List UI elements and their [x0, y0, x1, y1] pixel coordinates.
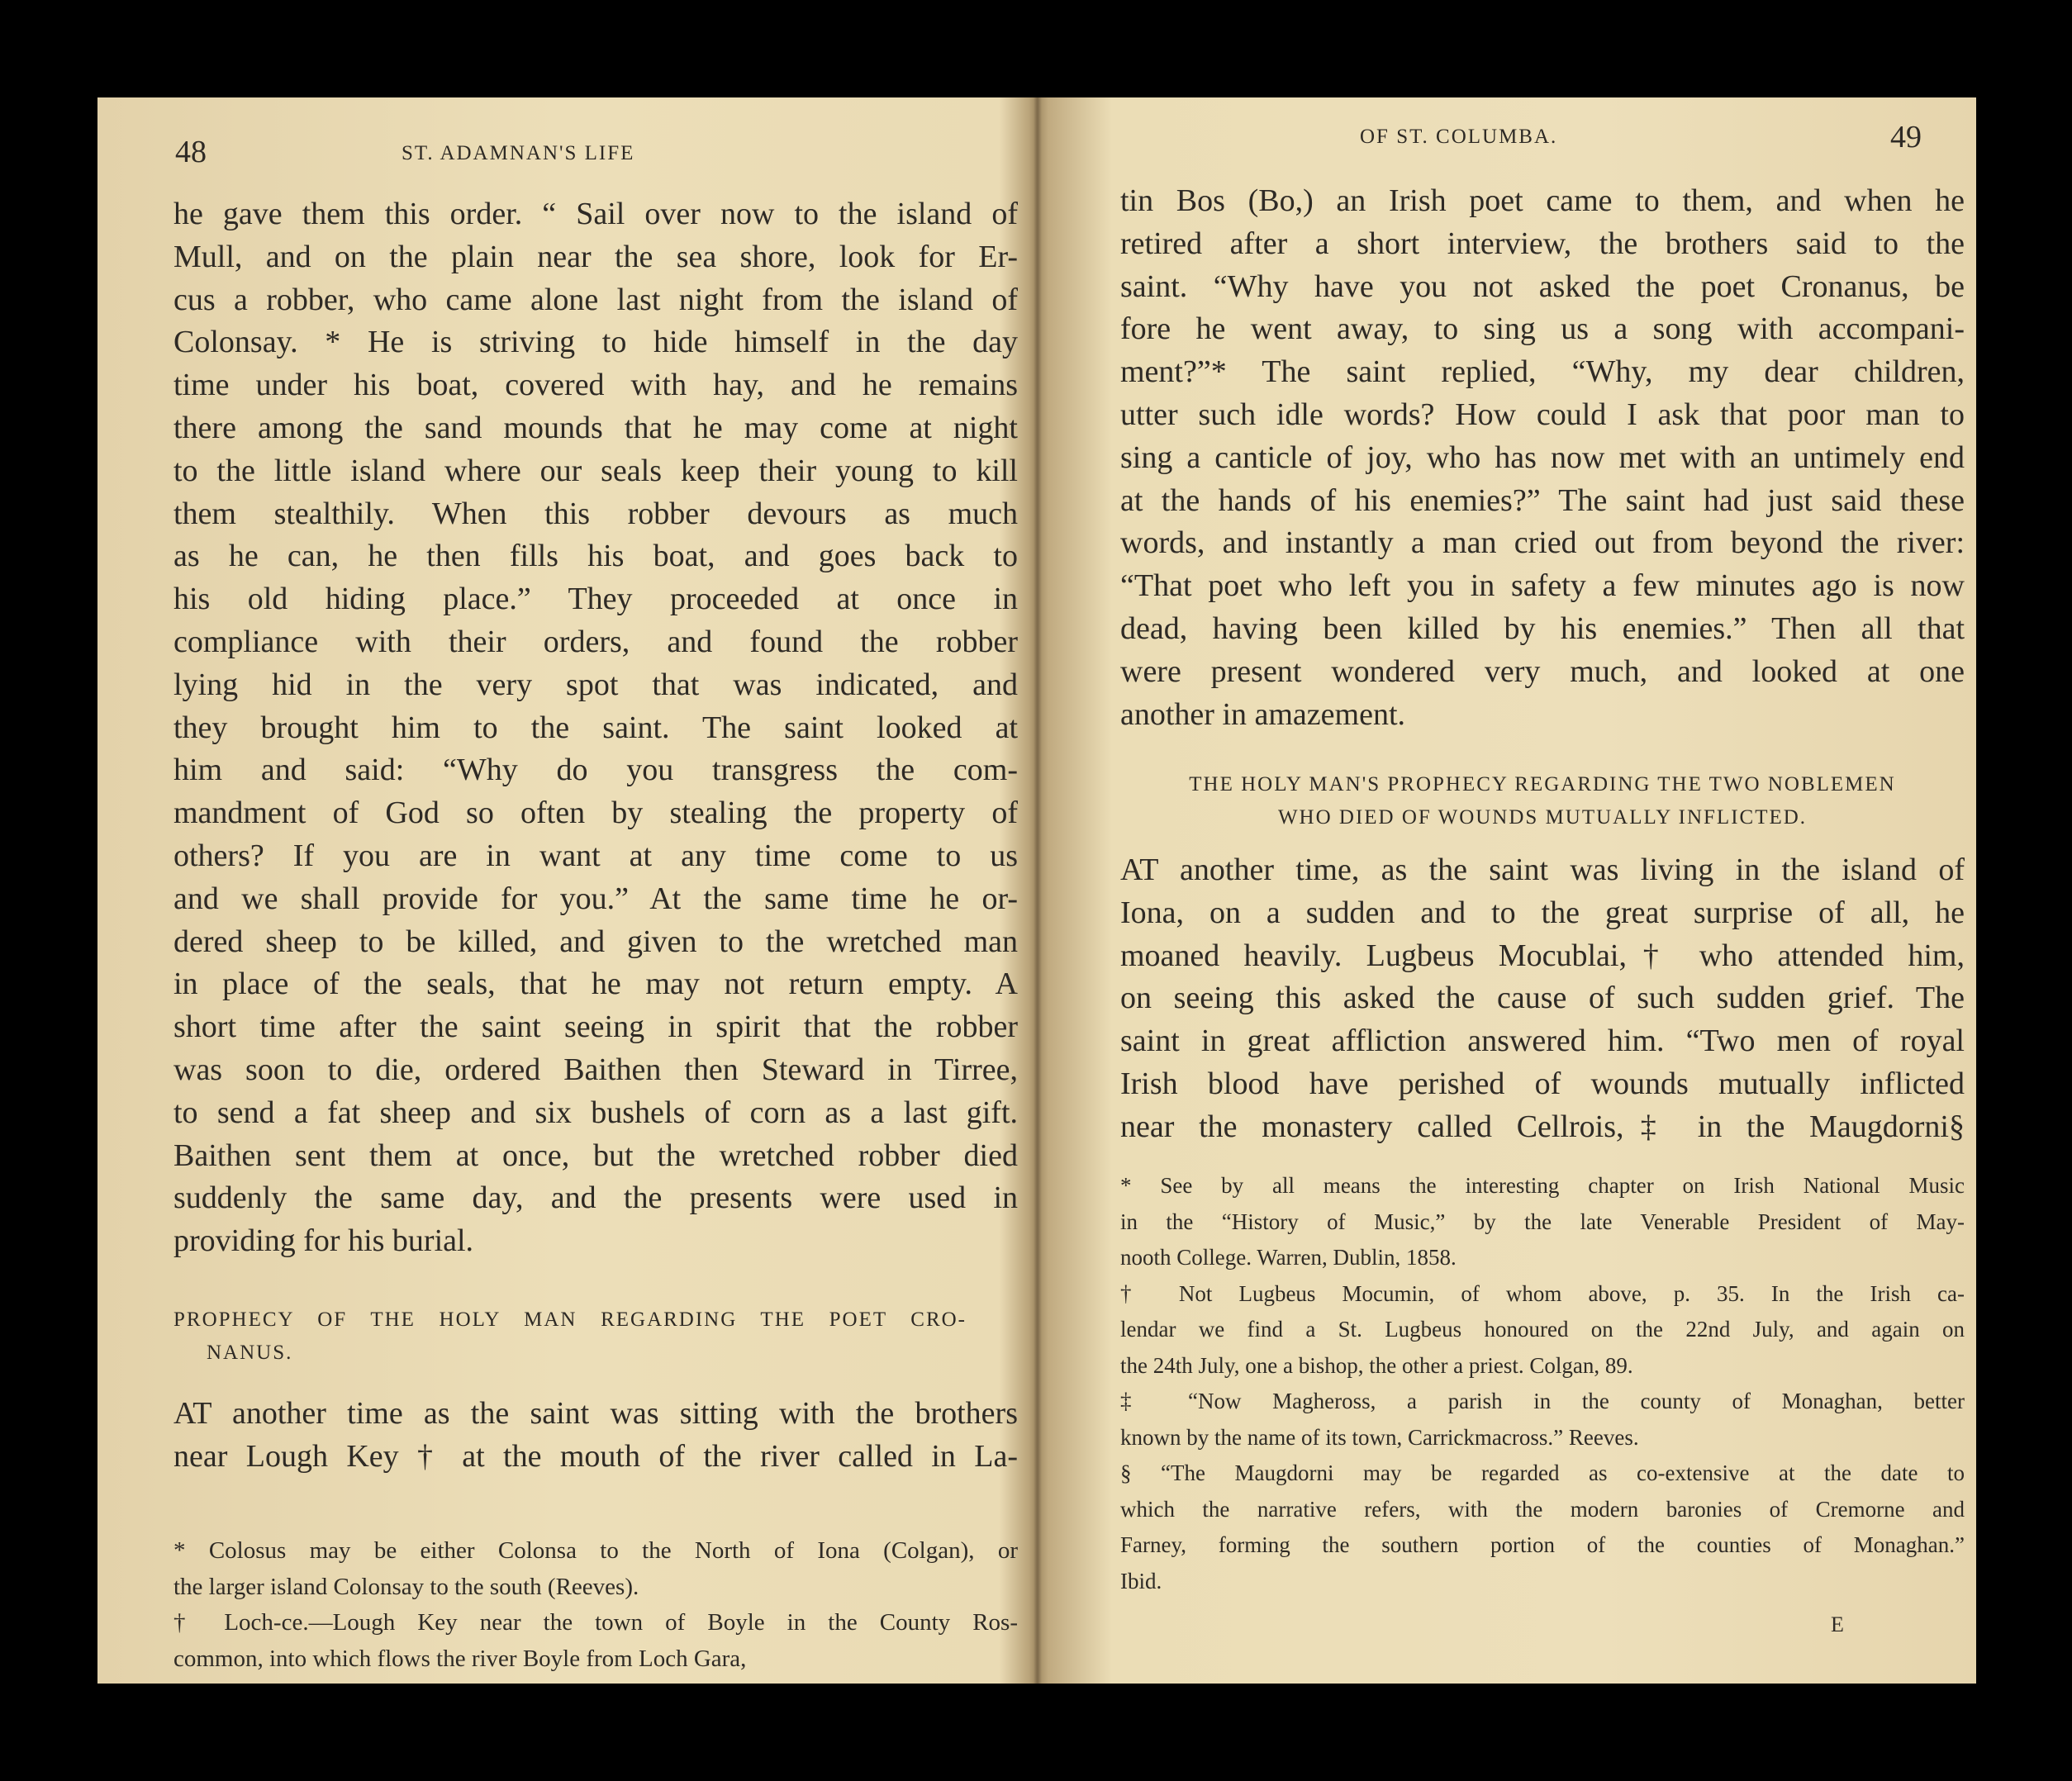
text-line: were present wondered very much, and looked at one: [1120, 653, 1965, 689]
text-line: Iona, on a sudden and to the great surprise of all, he: [1120, 895, 1965, 930]
text-line: AT another time, as the saint was living in the island of: [1120, 853, 1965, 887]
text-line: retired after a short interview, the brothers said to the: [1120, 226, 1965, 261]
text-line: sing a canticle of joy, who has now met with an untimely end: [1120, 439, 1965, 475]
text-line: to send a fat sheep and six bushels of corn as a last gift.: [173, 1095, 1018, 1130]
text-line: on seeing this asked the cause of such sudden grief. The: [1120, 981, 1965, 1016]
right-page-number: 49: [1890, 120, 1922, 154]
footnote-line: lendar we find a St. Lugbeus honoured on the 22nd July, and again on: [1120, 1317, 1965, 1342]
footnote-line: Ibid.: [1120, 1568, 1162, 1593]
text-line: words, and instantly a man cried out from beyond the river:: [1120, 525, 1965, 561]
left-section-heading: [173, 1304, 967, 1370]
text-line: Irish blood have perished of wounds mutually inflicted: [1120, 1066, 1965, 1101]
heading-line: WHO DIED OF WOUNDS MUTUALLY INFLICTED.: [1277, 806, 1808, 829]
text-line: saint. “Why have you not asked the poet Cronanus, be: [1120, 268, 1965, 304]
text-line: lying hid in the very spot that was indicated, and: [173, 667, 1018, 702]
footnote-line: nooth College. Warren, Dublin, 1858.: [1120, 1245, 1457, 1270]
book-spread: [97, 97, 1976, 1684]
text-line: tin Bos (Bo,) an Irish poet came to them, and when he: [1120, 183, 1965, 218]
text-line: time under his boat, covered with hay, and he remains: [173, 368, 1018, 403]
text-line: near the monastery called Cellrois,‡ in the Maugdorni§: [1120, 1109, 1965, 1144]
text-line: moaned heavily. Lugbeus Mocublai,† who attended him,: [1120, 938, 1965, 973]
right-paragraph-1: [1120, 180, 1965, 736]
text-line: Mull, and on the plain near the sea shore, look for Er-: [173, 239, 1018, 274]
left-page: [97, 97, 1036, 1684]
text-line: them stealthily. When this robber devours as much: [173, 496, 1018, 531]
right-page: [1038, 97, 1976, 1684]
text-line: his old hiding place.” They proceeded at once in: [173, 582, 1018, 617]
text-line: others? If you are in want at any time come to us: [173, 838, 1018, 873]
text-line: saint in great affliction answered him. “Two men of royal: [1120, 1023, 1965, 1059]
text-line: ment?”* The saint replied, “Why, my dear children,: [1120, 354, 1965, 390]
text-line: there among the sand mounds that he may come at night: [173, 410, 1018, 445]
footnote-line: † Loch-ce.—Lough Key near the town of Boyle in the County Ros-: [173, 1609, 1018, 1636]
text-line: “That poet who left you in safety a few minutes ago is now: [1120, 568, 1965, 604]
left-paragraph-2: [173, 1393, 1018, 1479]
text-line: AT another time as the saint was sitting with the brothers: [173, 1396, 1018, 1431]
text-line: he gave them this order. “ Sail over now to the island of: [173, 197, 1018, 231]
footnote-line: common, into which flows the river Boyle from Loch Gara,: [173, 1645, 747, 1672]
text-line: near Lough Key † at the mouth of the river called in La-: [173, 1438, 1018, 1474]
heading-line: NANUS.: [207, 1342, 293, 1364]
footnote-line: known by the name of its town, Carrickmacross.” Reeves.: [1120, 1424, 1639, 1450]
heading-line: PROPHECY OF THE HOLY MAN REGARDING THE POET CRO-: [173, 1308, 967, 1331]
text-line: utter such idle words? How could I ask that poor man to: [1120, 397, 1965, 432]
footnote-line: † Not Lugbeus Mocumin, of whom above, p. 35. In the Irish ca-: [1120, 1280, 1965, 1306]
footnote-line: the larger island Colonsay to the south (Reeves).: [173, 1573, 639, 1600]
right-running-head: OF ST. COLUMBA.: [1360, 126, 1558, 148]
text-line: suddenly the same day, and the presents were used in: [173, 1180, 1018, 1216]
text-line: to the little island where our seals keep their young to kill: [173, 453, 1018, 488]
text-line: and we shall provide for you.” At the same time he or-: [173, 881, 1018, 916]
text-line: another in amazement.: [1120, 696, 1406, 732]
heading-line: THE HOLY MAN'S PROPHECY REGARDING THE TWO NOBLEMEN: [1189, 773, 1896, 796]
left-page-number: 48: [175, 135, 207, 169]
footnote-line: Farney, forming the southern portion of the counties of Monaghan.”: [1120, 1532, 1965, 1557]
text-line: at the hands of his enemies?” The saint had just said these: [1120, 482, 1965, 518]
footnote-line: ‡ “Now Magheross, a parish in the county of Monaghan, better: [1120, 1389, 1965, 1413]
text-line: as he can, he then fills his boat, and goes back to: [173, 539, 1018, 574]
footnote-line: § “The Maugdorni may be regarded as co-extensive at the date to: [1120, 1460, 1965, 1485]
right-paragraph-2: [1120, 849, 1965, 1149]
right-section-heading: [1120, 768, 1965, 834]
text-line: dered sheep to be killed, and given to the wretched man: [173, 924, 1018, 959]
text-line: Baithen sent them at once, but the wretched robber died: [173, 1137, 1018, 1173]
left-footnotes: [173, 1533, 1018, 1677]
text-line: compliance with their orders, and found the robber: [173, 624, 1018, 659]
footnote-line: which the narrative refers, with the modern baronies of Cremorne and: [1120, 1496, 1965, 1522]
text-line: him and said: “Why do you transgress the com-: [173, 753, 1018, 788]
text-line: dead, having been killed by his enemies.” Then all that: [1120, 610, 1965, 646]
left-running-head: ST. ADAMNAN'S LIFE: [402, 142, 635, 164]
text-line: cus a robber, who came alone last night from the island of: [173, 282, 1018, 317]
text-line: mandment of God so often by stealing the property of: [173, 796, 1018, 831]
text-line: providing for his burial.: [173, 1223, 474, 1259]
footnote-line: * See by all means the interesting chapter on Irish National Music: [1120, 1173, 1965, 1198]
text-line: fore he went away, to sing us a song with accompani-: [1120, 311, 1965, 347]
footnote-line: in the “History of Music,” by the late Venerable President of May-: [1120, 1209, 1965, 1234]
text-line: short time after the saint seeing in spirit that the robber: [173, 1009, 1018, 1045]
left-paragraph-1: [173, 193, 1018, 1263]
text-line: they brought him to the saint. The saint looked at: [173, 710, 1018, 745]
footnote-line: * Colosus may be either Colonsa to the North of Iona (Colgan), or: [173, 1537, 1018, 1564]
right-footnotes: [1120, 1168, 1965, 1599]
text-line: in place of the seals, that he may not return empty. A: [173, 966, 1018, 1002]
text-line: Colonsay. * He is striving to hide himself in the day: [173, 325, 1018, 360]
printer-signature: E: [1831, 1612, 1844, 1636]
text-line: was soon to die, ordered Baithen then Steward in Tirree,: [173, 1052, 1018, 1087]
footnote-line: the 24th July, one a bishop, the other a priest. Colgan, 89.: [1120, 1352, 1633, 1378]
